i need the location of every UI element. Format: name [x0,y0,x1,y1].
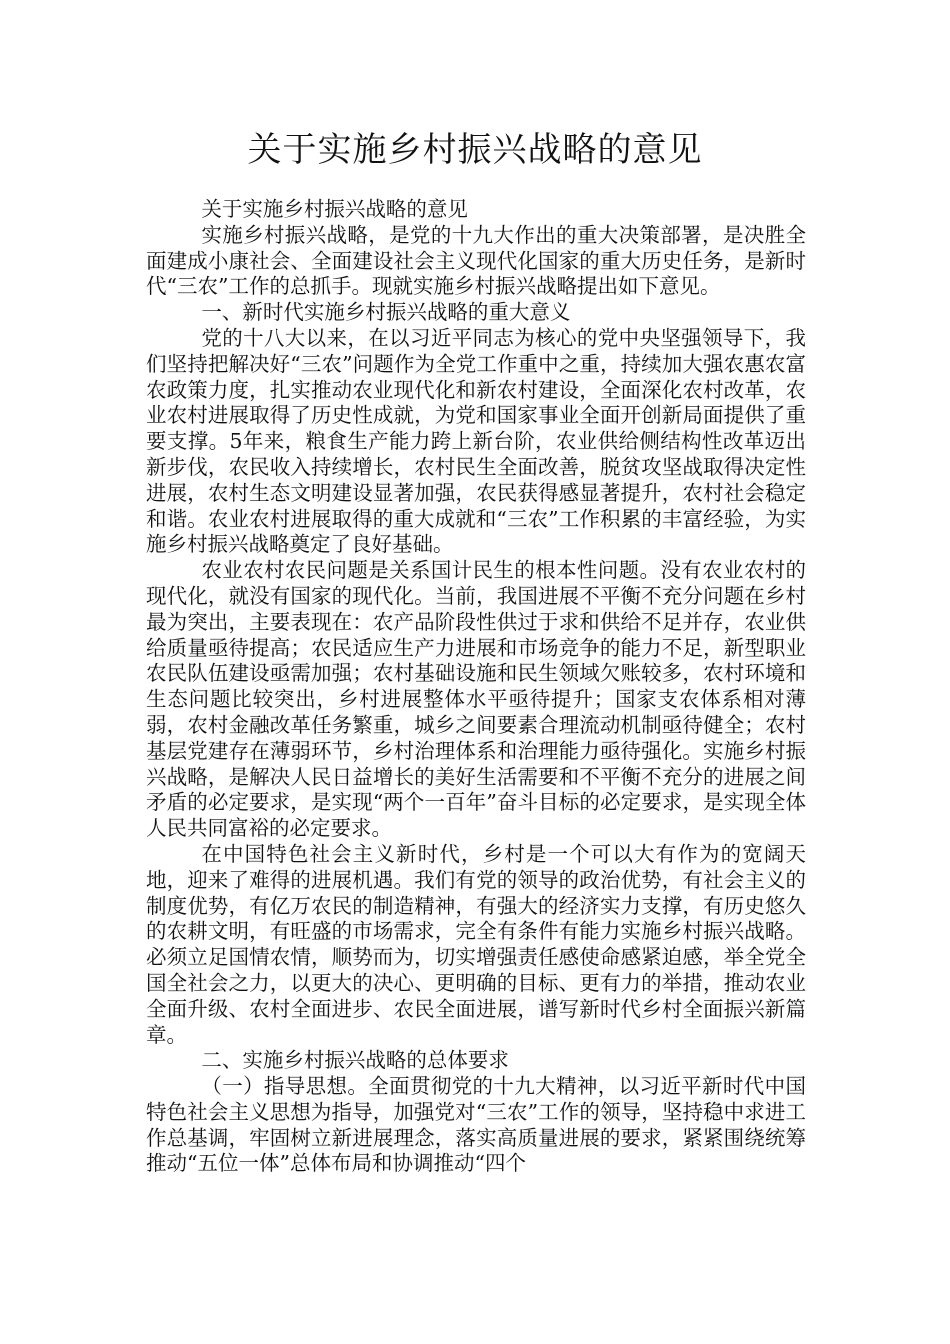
paragraph-guiding-ideology: （一）指导思想。全面贯彻党的十九大精神，以习近平新时代中国特色社会主义思想为指导，加强党对“三农”工作的领导，坚持稳中求进工作总基调，牢固树立新进展理念，落实高质量进展的要求，紧紧围绕统筹推动“五位一体”总体布局和协调推动“四个 [146,1074,806,1176]
paragraph-subtitle: 关于实施乡村振兴战略的意见 [201,197,468,221]
document-body [146,197,806,1177]
section-heading-2: 二、实施乡村振兴战略的总体要求 [201,1048,509,1073]
paragraph-problems: 农业农村农民问题是关系国计民生的根本性问题。没有农业农村的现代化，就没有国家的现代化。当前，我国进展不平衡不充分问题在乡村最为突出，主要表现在：农产品阶段性供过于求和供给不足并存，农业供给质量亟待提高；农民适应生产力进展和市场竞争的能力不足，新型职业农民队伍建设亟需加强；农村基础设施和民生领域欠账较多，农村环境和生态问题比较突出，乡村进展整体水平亟待提升；国家支农体系相对薄弱，农村金融改革任务繁重，城乡之间要素合理流动机制亟待健全；农村基层党建存在薄弱环节，乡村治理体系和治理能力亟待强化。实施乡村振兴战略，是解决人民日益增长的美好生活需要和不平衡不充分的进展之间矛盾的必定要求，是实现“两个一百年”奋斗目标的必定要求，是实现全体人民共同富裕的必定要求。 [146,558,806,841]
paragraph-intro: 实施乡村振兴战略，是党的十九大作出的重大决策部署，是决胜全面建成小康社会、全面建设社会主义现代化国家的重大历史任务，是新时代“三农”工作的总抓手。现就实施乡村振兴战略提出如下意见。 [146,222,806,299]
paragraph-opportunities: 在中国特色社会主义新时代，乡村是一个可以大有作为的宽阔天地，迎来了难得的进展机遇。我们有党的领导的政治优势，有社会主义的制度优势，有亿万农民的制造精神，有强大的经济实力支撑，有历史悠久的农耕文明，有旺盛的市场需求，完全有条件有能力实施乡村振兴战略。必须立足国情农情，顺势而为，切实增强责任感使命感紧迫感，举全党全国全社会之力，以更大的决心、更明确的目标、更有力的举措，推动农业全面升级、农村全面进步、农民全面进展，谱写新时代乡村全面振兴新篇章。 [146,841,806,1047]
section-heading-1: 一、新时代实施乡村振兴战略的重大意义 [201,300,571,325]
paragraph-achievements: 党的十八大以来，在以习近平同志为核心的党中央坚强领导下，我们坚持把解决好“三农”问题作为全党工作重中之重，持续加大强农惠农富农政策力度，扎实推动农业现代化和新农村建设，全面深化农村改革，农业农村进展取得了历史性成就，为党和国家事业全面开创新局面提供了重要支撑。5年来，粮食生产能力跨上新台阶，农业供给侧结构性改革迈出新步伐，农民收入持续增长，农村民生全面改善，脱贫攻坚战取得决定性进展，农村生态文明建设显著加强，农民获得感显著提升，农村社会稳定和谐。农业农村进展取得的重大成就和“三农”工作积累的丰富经验，为实施乡村振兴战略奠定了良好基础。 [146,325,806,557]
document-title: 关于实施乡村振兴战略的意见 [247,130,703,170]
